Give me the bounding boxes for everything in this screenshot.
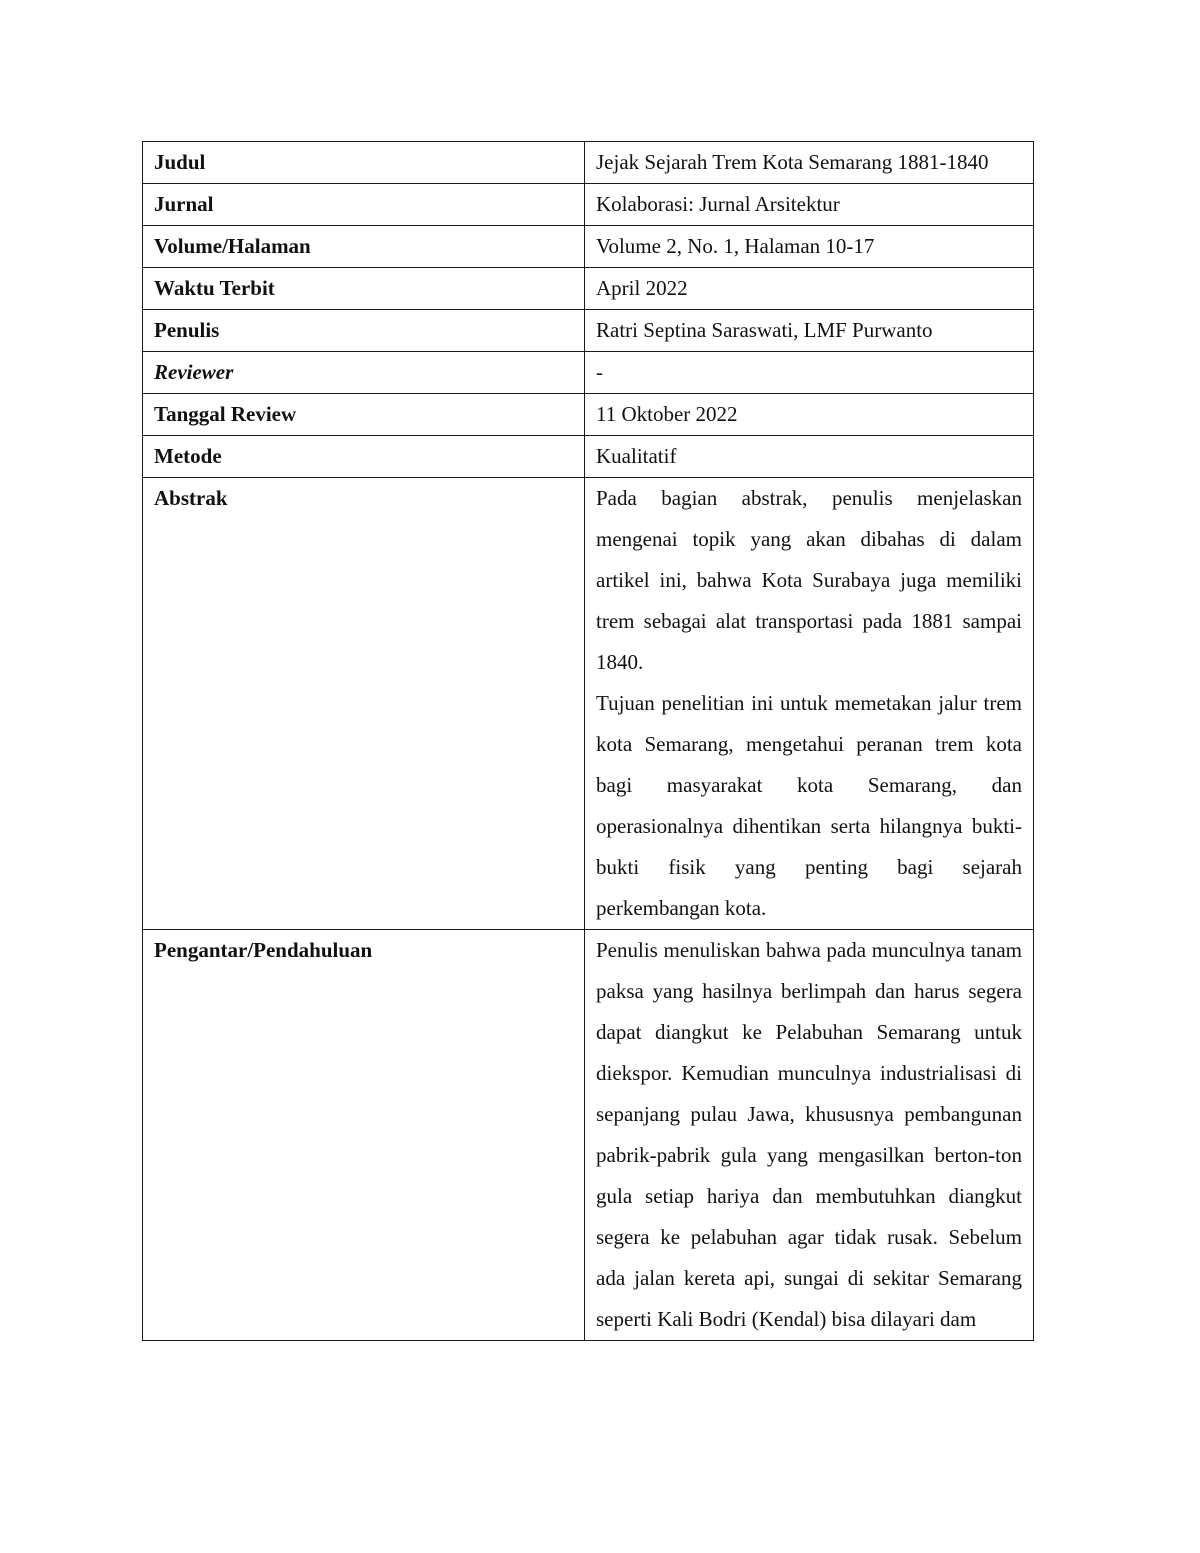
label-tanggal-review: Tanggal Review bbox=[143, 394, 585, 436]
value-volume-halaman: Volume 2, No. 1, Halaman 10-17 bbox=[585, 226, 1034, 268]
value-reviewer: - bbox=[585, 352, 1034, 394]
label-metode: Metode bbox=[143, 436, 585, 478]
value-waktu-terbit: April 2022 bbox=[585, 268, 1034, 310]
table-row-reviewer bbox=[143, 352, 1034, 394]
table-row-judul bbox=[143, 142, 1034, 184]
table-row-metode bbox=[143, 436, 1034, 478]
table-row-abstrak bbox=[143, 478, 1034, 930]
value-pengantar bbox=[585, 930, 1034, 1341]
label-waktu-terbit: Waktu Terbit bbox=[143, 268, 585, 310]
label-pengantar: Pengantar/Pendahuluan bbox=[143, 930, 585, 1341]
label-reviewer: Reviewer bbox=[143, 352, 585, 394]
value-judul: Jejak Sejarah Trem Kota Semarang 1881-1840 bbox=[585, 142, 1034, 184]
table-row-pengantar bbox=[143, 930, 1034, 1341]
value-penulis: Ratri Septina Saraswati, LMF Purwanto bbox=[585, 310, 1034, 352]
label-penulis: Penulis bbox=[143, 310, 585, 352]
label-abstrak: Abstrak bbox=[143, 478, 585, 930]
abstrak-paragraph-2: Tujuan penelitian ini untuk memetakan jalur trem kota Semarang, mengetahui peranan trem kota bagi masyarakat kota Semarang, dan operasionalnya dihentikan serta hilangnya bukti-bukti fisik yang penting bagi sejarah perkembangan kota. bbox=[596, 691, 1022, 920]
label-judul: Judul bbox=[143, 142, 585, 184]
table-row-tanggal-review bbox=[143, 394, 1034, 436]
value-metode: Kualitatif bbox=[585, 436, 1034, 478]
label-jurnal: Jurnal bbox=[143, 184, 585, 226]
table-row-penulis bbox=[143, 310, 1034, 352]
table-row-volume-halaman bbox=[143, 226, 1034, 268]
journal-review-table bbox=[142, 141, 1034, 1341]
value-jurnal: Kolaborasi: Jurnal Arsitektur bbox=[585, 184, 1034, 226]
value-abstrak bbox=[585, 478, 1034, 930]
value-tanggal-review: 11 Oktober 2022 bbox=[585, 394, 1034, 436]
label-volume-halaman: Volume/Halaman bbox=[143, 226, 585, 268]
table-row-waktu-terbit bbox=[143, 268, 1034, 310]
abstrak-paragraph-1: Pada bagian abstrak, penulis menjelaskan mengenai topik yang akan dibahas di dalam artikel ini, bahwa Kota Surabaya juga memiliki trem sebagai alat transportasi pada 1881 sampai 1840. bbox=[596, 486, 1022, 674]
table-row-jurnal bbox=[143, 184, 1034, 226]
pengantar-paragraph-1: Penulis menuliskan bahwa pada munculnya tanam paksa yang hasilnya berlimpah dan harus segera dapat diangkut ke Pelabuhan Semarang untuk diekspor. Kemudian munculnya industrialisasi di sepanjang pulau Jawa, khususnya pembangunan pabrik-pabrik gula yang mengasilkan berton-ton gula setiap hariya dan membutuhkan diangkut segera ke pelabuhan agar tidak rusak. Sebelum ada jalan kereta api, sungai di sekitar Semarang seperti Kali Bodri (Kendal) bisa dilayari dam bbox=[596, 938, 1022, 1331]
